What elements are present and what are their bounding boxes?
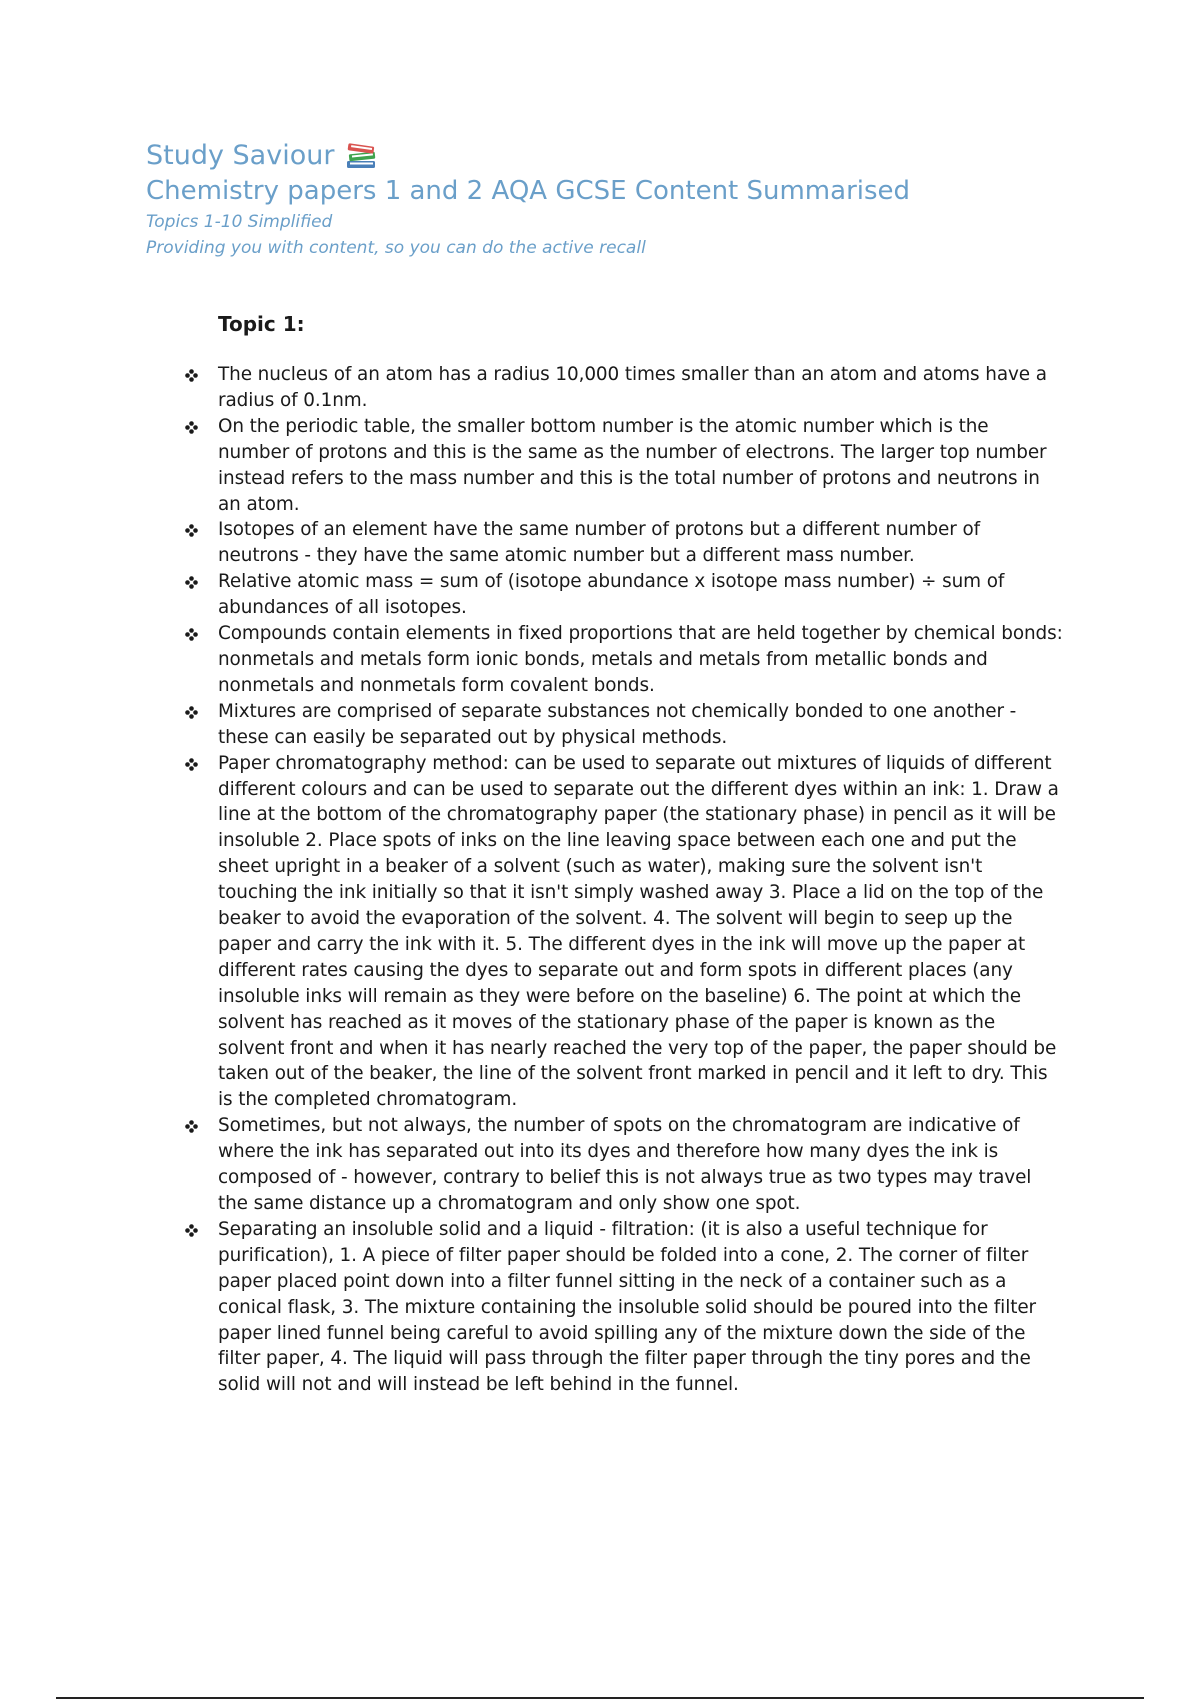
bullet-item xyxy=(183,751,1063,1114)
diamond-bullet-icon xyxy=(185,1120,198,1133)
topic-heading: Topic 1: xyxy=(218,312,305,336)
document-title: Chemistry papers 1 and 2 AQA GCSE Content Summarised xyxy=(146,176,911,206)
document-header xyxy=(146,138,1106,261)
document-tagline: Providing you with content, so you can do the active recall xyxy=(146,238,646,258)
bullet-item xyxy=(183,414,1063,518)
bullet-text: Separating an insoluble solid and a liquid - filtration: (it is also a useful technique for purification), 1. A piece of filter paper should be folded into a cone, 2. The corner of filter paper placed point down into a filter funnel sitting in the neck of a container such as a conical flask, 3. The mixture containing the insoluble solid should be poured into the filter paper lined funnel being careful to avoid spilling any of the mixture down the side of the filter paper, 4. The liquid will pass through the filter paper through the tiny pores and the solid will not and will instead be left behind in the funnel. xyxy=(218,1218,1036,1396)
bullet-item xyxy=(183,569,1063,621)
topic-bullet-list xyxy=(183,362,1063,1398)
document-subtitle: Topics 1-10 Simplified xyxy=(146,212,333,232)
bullet-text: Compounds contain elements in fixed proportions that are held together by chemical bonds: nonmetals and metals form ionic bonds, metals and metals from metallic bonds and nonmetals and nonmetals form covalent bonds. xyxy=(218,623,1063,696)
diamond-bullet-icon xyxy=(185,706,198,719)
books-icon xyxy=(344,141,378,171)
diamond-bullet-icon xyxy=(185,369,198,382)
bullet-text: The nucleus of an atom has a radius 10,000 times smaller than an atom and atoms have a radius of 0.1nm. xyxy=(218,364,1047,411)
diamond-bullet-icon xyxy=(185,1224,198,1237)
bullet-text: Isotopes of an element have the same number of protons but a different number of neutrons - they have the same atomic number but a different mass number. xyxy=(218,519,980,567)
diamond-bullet-icon xyxy=(185,628,198,641)
bullet-text: Mixtures are comprised of separate substances not chemically bonded to one another - these can easily be separated out by physical methods. xyxy=(218,700,1017,748)
diamond-bullet-icon xyxy=(185,421,198,434)
bullet-item xyxy=(183,1217,1063,1398)
bullet-text: Relative atomic mass = sum of (isotope abundance x isotope mass number) ÷ sum of abundances of all isotopes. xyxy=(218,571,1005,619)
diamond-bullet-icon xyxy=(185,524,198,537)
bullet-item xyxy=(183,517,1063,569)
brand-name: Study Saviour xyxy=(146,140,335,171)
bullet-item xyxy=(183,621,1063,699)
bullet-text: Sometimes, but not always, the number of spots on the chromatogram are indicative of where the ink has separated out into its dyes and therefore how many dyes the ink is composed of - however, contrary to belief this is not always true as two types may travel the same distance up a chromatogram and only show one spot. xyxy=(218,1115,1032,1214)
bullet-text: Paper chromatography method: can be used to separate out mixtures of liquids of different different colours and can be used to separate out the different dyes within an ink: 1. Draw a line at the bottom of the chromatography paper (the stationary phase) in pencil as it will be insoluble 2. Place spots of inks on the line leaving space between each one and put the sheet upright in a beaker of a solvent (such as water), making sure the solvent isn't touching the ink initially so that it isn't simply washed away 3. Place a lid on the top of the beaker to avoid the evaporation of the solvent. 4. The solvent will begin to seep up the paper and carry the ink with it. 5. The different dyes in the ink will move up the paper at different rates causing the dyes to separate out and form spots in different places (any insoluble inks will remain as they were before on the baseline) 6. The point at which the solvent has reached as it moves of the stationary phase of the paper is known as the solvent front and when it has nearly reached the very top of the paper, the paper should be taken out of the beaker, the line of the solvent front marked in pencil and it left to dry. This is the completed chromatogram. xyxy=(218,752,1059,1111)
bullet-text: On the periodic table, the smaller bottom number is the atomic number which is the number of protons and this is the same as the number of electrons. The larger top number instead refers to the mass number and this is the total number of protons and neutrons in an atom. xyxy=(218,415,1047,515)
bullet-item xyxy=(183,362,1063,414)
bullet-item xyxy=(183,1113,1063,1217)
brand-line xyxy=(146,138,1106,174)
page-bottom-rule xyxy=(56,1697,1144,1699)
bullet-item xyxy=(183,699,1063,751)
diamond-bullet-icon xyxy=(185,576,198,589)
diamond-bullet-icon xyxy=(185,758,198,771)
